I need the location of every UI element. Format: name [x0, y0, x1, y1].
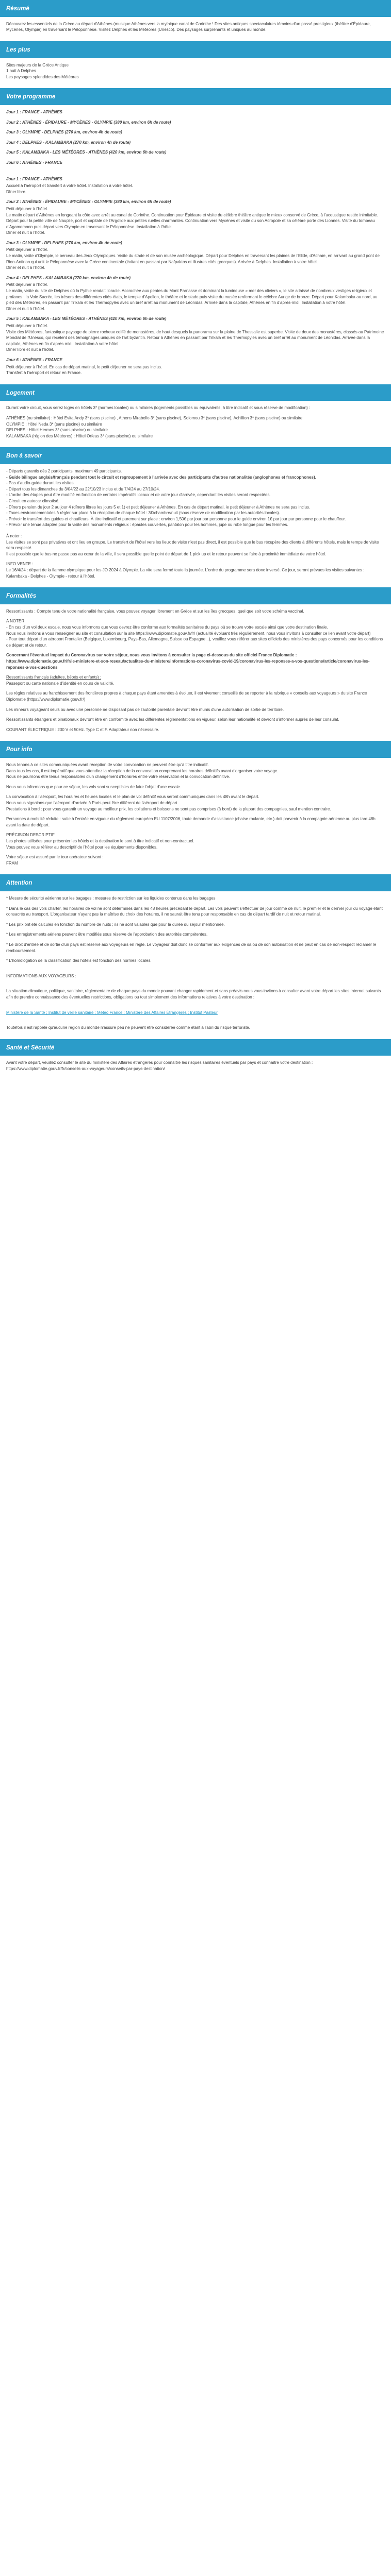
bon-heading: Bon à savoir [0, 447, 391, 464]
day-text: Le matin, visite du site de Delphes où la Pythie rendait l'oracle. Accrochée aux pentes du Mont Parnasse et dominant la lumineuse « mer des oliviers », le site a laissé de nombreux vestiges religieux et profanes : la Voie Sacrée, les trésors des différentes cités-états, le temple d'Apollon, le théâtre et le stade puis visite du musée renfermant le célèbre Aurige de bronze. Départ pour Kalambaka au nord, au pied des Météores, en passant par Trikala et les Thermopyles avec un bref arrêt au monument de Léonidas. Arrivée dans la capitale, Athènes en fin d'après-midi. Installation à votre hôtel. [6, 289, 378, 306]
bon-section [0, 447, 391, 579]
formalites-section [0, 587, 391, 733]
pourinfo-section [0, 741, 391, 866]
attention-links[interactable]: Ministère de la Santé ; Institut de veille sanitaire ; Météo France ; Ministère des Affaires Étrangères ; Institut Pasteur [6, 1010, 218, 1015]
day-text: Petit déjeuner à l'hôtel. En cas de départ matinal, le petit déjeuner ne sera pas inclus. [6, 364, 162, 369]
bon-item: - Dîners pension du jour 2 au jour 4 (dîners libres les jours 5 et 1) et petit déjeuner à Athènes. En cas de départ matinal, le petit déjeuner à Athènes ne sera pas inclus. [6, 504, 311, 510]
bon-item: - Circuit en autocar climatisé. [6, 499, 60, 504]
logement-item: KALAMBAKA (région des Météores) : Hôtel Orfeas 3* (sans piscine) ou similaire [6, 433, 153, 438]
formalites-text: - En cas d'un vol deux escale, nous vous informons que vous devrez être conforme aux formalités sanitaires du pays où se trouve votre escale ainsi que votre destination finale. [6, 625, 328, 630]
plus-item: 1 nuit à Delphes [6, 69, 36, 74]
formalites-text: - Pour tout départ d'un aéroport Frontalier (Belgique, Luxembourg, Pays-Bas, Allemagne, Suisse ou Espagne...), veuillez vous référer aux sites officiels des ministères des pays concernés pour les conditions de départ et de retour. [6, 637, 383, 648]
resume-text: Découvrez les essentiels de la Grèce au départ d'Athènes (musique Athènes vers la mythique canal de Corinthe ! Des sites antiques spectaculaires témoins d'un passé prestigieux (théâtre d'Épidaure, Mycènes, Olympie) en traversant le Péloponnèse. Visitez Delphes et les Météores (Unesco). Des paysages surprenants et uniques au monde. [6, 21, 371, 32]
bon-note: Il est possible que le bus ne passe pas au cœur de la ville, il sera possible que le point de départ de 1 pick up et le retour peuvent se faire à proximité immédiate de votre hôtel. [6, 551, 327, 556]
attention-heading: Attention [0, 874, 391, 891]
day-text: Petit déjeuner à l'hôtel. [6, 324, 48, 329]
formalites-text: Passeport ou carte nationale d'identité en cours de validité. [6, 681, 115, 686]
pourinfo-text: Personnes à mobilité réduite : suite à l'entrée en vigueur du règlement européen EU 1107/2006, toute demande d'assistance (chaise roulante, etc.) doit parvenir à la compagnie aérienne au plus tard 48h avant la date de départ. [6, 817, 376, 827]
attention-section [0, 874, 391, 1030]
day-heading: Jour 4 : DELPHES - KALAMBAKA (270 km, environ 4h de route) [6, 275, 131, 280]
pourinfo-text: Nous ne pourrions être tenus responsables d'un changement d'horaires entre votre réservation et la convocation définitive. [6, 774, 230, 779]
formalites-text: A NOTER [6, 619, 25, 624]
day-heading: Jour 6 : ATHÈNES - FRANCE [6, 357, 62, 362]
logement-item: OLYMPIE : Hôtel Neda 3* (sans piscine) ou similaire [6, 421, 102, 427]
plus-item: Sites majeurs de la Grèce Antique [6, 62, 69, 67]
formalites-text: Les règles relatives au franchissement des frontières propres à chaque pays étant amenées à évoluer, il est vivement conseillé de se reporter à la rubrique « conseils aux voyageurs » du site France Diplomatie (https://www.diplomatie.gouv.fr/) [6, 691, 367, 702]
day-text: Le matin, visite d'Olympie, le berceau des Jeux Olympiques. Visite du stade et de son musée archéologique. Départ pour Delphes en traversant les plaines de l'Elide, d'Achaïe, en arrivant au grand pont de Rion-Antirion qui unit le Péloponnèse avec la Grèce continentale (évitant en passant par Nafpaktos et illustres cités grecques). Arrivée à Delphes. Installation à votre hôtel. [6, 253, 380, 264]
logement-item: ATHÈNES (ou similaire) : Hôtel Evita Andy 3* (sans piscine) , Athens Mirabello 3* (sans piscine), Solomou 3* (sans piscine), Achillion 3* (sans piscine) ou similaire [6, 416, 303, 421]
programme-summary-item: Jour 6 : ATHÈNES - FRANCE [6, 160, 62, 165]
pourinfo-text: PRÉCISION DESCRIPTIF [6, 833, 55, 838]
bon-note: Les visites se sont pas privatives et ont lieu en groupe. Le transfert de l'hôtel vers les lieux de visite n'est pas direct, il est possible que le bus récupère des clients à différents hôtels, mais le temps de visite sera respecté. [6, 539, 379, 551]
bon-item: - Guide bilingue anglais/français pendant tout le circuit et regroupement à l'arrivée avec des participants d'autres nationalités (anglophones et francophones). [6, 474, 316, 480]
logement-item: DELPHES : Hôtel Hermes 3* (sans piscine) ou similaire [6, 428, 108, 433]
pourinfo-text: Les photos utilisées pour présenter les hôtels et la destination le sont à titre indicatif et non-contractuel. [6, 838, 194, 843]
bon-item: - Prévoir le transfert des guides et chauffeurs. À titre indicatif et purement sur place : environ 1,50€ par jour par personne pour le guide environ 1€ par jour par personne pour le chauffeur. [6, 516, 346, 521]
attention-text: * Les enregistrements aériens peuvent être modifiés sous réserve de l'approbation des autorités compétentes. [6, 932, 208, 937]
day-text: Petit déjeuner à l'hôtel. [6, 206, 48, 211]
bon-note: Le 16/4/24 : départ de la flamme olympique pour les JO 2024 à Olympie. La vite sera fermé toute la journée. L'ordre du programme sera donc inversé. Ce jour, seront prévues les visites suivantes : Kalambaka - Delphes - Olympie - retour à l'hôtel. [6, 567, 365, 579]
day-text: Accueil à l'aéroport et transfert à votre hôtel. Installation à votre hôtel. [6, 183, 133, 189]
formalites-text: Ressortissants étrangers et binationaux devront être en conformité avec les différentes réglementations en vigueur, selon leur nationalité et devront s'informer auprès de leur consulat. [6, 717, 339, 722]
day-text: Visite des Météores, fantastique paysage de pierre rocheux coiffé de monastères, de haut desquels la panorama sur la plaine de Thessalie est superbe. Visite de deux des monastères, classés au Patrimoine Mondial de l'Unesco, qui recèlent des témoignages uniques de l'art byzantin. Retour à Athènes en passant par Trikala et les Thermopyles avec un bref arrêt au monument de Léonidas. Arrivée dans la capitale, Athènes en fin d'après-midi. Installation à votre hôtel. [6, 329, 384, 346]
day-text: Petit déjeuner à l'hôtel. [6, 282, 48, 287]
logement-heading: Logement [0, 384, 391, 401]
attention-text: * L'homologation de la classification des hôtels est fonction des normes locales. [6, 958, 152, 963]
resume-heading: Résumé [0, 0, 391, 17]
pourinfo-text: Dans tous les cas, il est impératif que vous attendiez la réception de la convocation comprenant les horaires définitifs avant d'organiser votre voyage. [6, 768, 279, 773]
attention-text: Toutefois il est rappelé qu'aucune région du monde n'assure peu ne peuvent être considérée comme étant à l'abri du risque terroriste. [6, 1025, 250, 1030]
pourinfo-text: Votre séjour est assuré par le tour opérateur suivant : [6, 855, 104, 860]
plus-heading: Les plus [0, 41, 391, 58]
day-text: Dîner libre et nuit à l'hôtel. [6, 347, 54, 352]
plus-item: Les paysages splendides des Météores [6, 74, 79, 79]
pourinfo-text: Prestations à bord : pour vous garantir un voyage au meilleur prix, les collations et boissons ne sont pas comprises (à bord) de la plupart des compagnies, sauf mention contraire. [6, 806, 331, 811]
day-text: Dîner libre. [6, 189, 27, 194]
formalites-text: Nous vous invitons à vous renseigner au site et consultation sur la site https://www.diplomatie.gouv.fr/fr/ (actualité évoluant très régulièrement, nous vous invitons à consulter ce lien avant votre départ) [6, 631, 371, 636]
attention-text: * Dans le cas des vols charter, les horaires de vol ne sont déterminés dans les 48 heures précédant le départ. Les vols peuvent s'effectuer de jour comme de nuit, le premier et le dernier jour du voyage étant consacrés au transport. L'organisateur n'ayant pas la maîtrise du choix des horaires, il ne saurait être tenu pour responsable en cas de départ tardif de nuit et retour matinal. [6, 906, 383, 917]
bon-item: - Départ tous les dimanches du 3/04/22 au 22/10/23 inclus et du 7/4/24 au 27/10/24. [6, 486, 160, 492]
day-text: Dîner et nuit à l'hôtel. [6, 230, 45, 235]
formalites-text: Ressortissants français (adultes, bébés et enfants) : [6, 675, 102, 680]
pourinfo-heading: Pour info [0, 741, 391, 758]
pourinfo-text: Nous tenons à ce sites communiquées avant réception de votre convocation ne peuvent être qu'à titre indicatif. [6, 762, 209, 768]
programme-summary-item: Jour 1 : FRANCE - ATHÈNES [6, 109, 62, 114]
programme-summary-item: Jour 4 : DELPHES - KALAMBAKA (270 km, environ 4h de route) [6, 140, 131, 145]
resume-section [0, 0, 391, 33]
bon-note-heading: À noter : [6, 534, 22, 539]
attention-text: * Mesure de sécurité aérienne sur les bagages : mesures de restriction sur les liquides contenus dans les bagages [6, 896, 216, 901]
pourinfo-operator: FRAM [6, 860, 18, 866]
programme-heading: Votre programme [0, 88, 391, 105]
plus-section [0, 41, 391, 80]
day-heading: Jour 3 : OLYMPIE - DELPHES (270 km, environ 4h de route) [6, 240, 122, 245]
pourinfo-text: Nous vous signalons que l'aéroport d'arrivée à Paris peut être différent de l'aéroport de départ. [6, 800, 178, 805]
programme-summary-item: Jour 5 : KALAMBAKA - LES MÉTÉORES - ATHÈNES (420 km, environ 6h de route) [6, 150, 167, 155]
programme-section [0, 88, 391, 376]
bon-item: - Prévoir une tenue adaptée pour la visite des monuments religieux : épaules couvertes, pantalon pour les hommes, jupe ou robe longue pour les femmes. [6, 522, 288, 528]
day-heading: Jour 5 : KALAMBAKA - LES MÉTÉORES - ATHÈNES (420 km, environ 6h de route) [6, 316, 167, 321]
bon-item: - Pas d'audio-guide durant les visites. [6, 481, 75, 486]
sante-heading: Santé et Sécurité [0, 1039, 391, 1056]
bon-note-heading: INFO VENTE : [6, 562, 34, 567]
attention-text: * Le droit d'entrée et de sortie d'un pays est réservé aux voyageurs en règle. Le voyageur doit donc se conformer aux exigences de sa ou de son autorisation et ne peut en cas de non-respect réclamer le remboursement. [6, 942, 377, 953]
programme-summary-item: Jour 3 : OLYMPIE - DELPHES (270 km, environ 4h de route) [6, 130, 122, 135]
bon-item: - L'ordre des étapes peut être modifié en fonction de certains impératifs locaux et de votre jour d'arrivée, cependant les visites seront respectées. [6, 493, 271, 498]
formalites-text: COURANT ÉLECTRIQUE : 230 V et 50Hz. Type C et F. Adaptateur non nécessaire. [6, 727, 159, 732]
formalites-covid-title: Concernant l'éventuel Impact du Coronavirus sur votre séjour, nous vous invitons à consulter la page ci-dessous du site officiel France Diplomatie : [6, 653, 297, 658]
logement-intro: Durant votre circuit, vous serez logés en hôtels 3* (normes locales) ou similaires (logements possibles ou équivalents, à titre indicatif et sous réserve de modification) : [6, 405, 311, 411]
bon-item: - Départs garantis dès 2 participants, maximum 49 participants. [6, 469, 122, 474]
formalites-covid-link[interactable]: https://www.diplomatie.gouv.fr/fr/le-ministere-et-son-reseau/actualites-du-ministere/informations-coronavirus-covid-19/coronavirus-les-reponses-a-vos-questions/article/coronavirus-les-reponses-a-vos-questions [6, 659, 370, 670]
day-text: Dîner et nuit à l'hôtel. [6, 265, 45, 270]
formalites-text: Ressortissants : Compte tenu de votre nationalité française, vous pouvez voyager librement en Grèce et sur les îles grecques, quel que soit votre schéma vaccinal. [6, 608, 304, 614]
sante-text: Avant votre départ, veuillez consulter le site du ministère des Affaires étrangères pour connaître les risques sanitaires éventuels par pays et connaître votre destination : https://www.diplomatie.gouv.fr/fr/conseils-aux-voyageurs/conseils-par-pays-destination/ [6, 1060, 313, 1071]
programme-summary-item: Jour 2 : ATHÈNES - ÉPIDAURE - MYCÈNES - OLYMPIE (380 km, environ 6h de route) [6, 120, 171, 125]
sante-section [0, 1039, 391, 1072]
day-text: Transfert à l'aéroport et retour en France. [6, 370, 82, 376]
day-text: Dîner et nuit à l'hôtel. [6, 306, 45, 311]
day-text: Petit déjeuner à l'hôtel. [6, 247, 48, 252]
pourinfo-text: Nous vous informons que pour ce séjour, les vols sont susceptibles de faire l'objet d'une escale. [6, 784, 181, 789]
attention-text: * Les prix ont été calculés en fonction du nombre de nuits ; ils ne sont valables que pour la durée du séjour mentionnée. [6, 922, 225, 927]
bon-item: - Taxes environnementales à régler sur place à la réception de chaque hôtel : 3€/chambre/nuit (sous réserve de modification par les autorités locales). [6, 511, 280, 516]
day-heading: Jour 2 : ATHÈNES - ÉPIDAURE - MYCÈNES - OLYMPIE (380 km, environ 6h de route) [6, 199, 171, 205]
logement-section [0, 384, 391, 439]
day-text: Le matin départ d'Athènes en longeant la côte avec arrêt au canal de Corinthe. Continuation pour Épidaure et visite du célèbre théâtre antique le mieux conservé de Grèce, à l'acoustique restée inimitable. Départ pour la petite ville de Nauplie, port et capitale de l'Argolide aux petites ruelles charmantes. Continuation vers Mycènes et visite du son Acropole et sa célèbre porte des Lionnes. Visite du tombeau d'Agamemnon puis départ vers Olympie en traversant le Péloponnèse. Installation à l'hôtel. [6, 212, 378, 229]
pourinfo-text: Vous pouvez vous référer au descriptif de l'hôtel pour les équipements disponibles. [6, 844, 158, 850]
formalites-text: Les mineurs voyageant seuls ou avec une personne ne disposant pas de l'autorité parentale devront être munis d'une autorisation de sortie de territoire. [6, 707, 284, 712]
formalites-heading: Formalités [0, 587, 391, 604]
attention-subtitle: INFORMATIONS AUX VOYAGEURS : [6, 973, 76, 978]
day-heading: Jour 1 : FRANCE - ATHÈNES [6, 176, 62, 181]
attention-text: La situation climatique, politique, sanitaire, réglementaire de chaque pays du monde pouvant changer rapidement et sans préavis nous vous invitons à consulter avant votre départ les sites Internet suivants afin de prendre connaissance des éventuelles restrictions, obligations ou tout simplement des informations relatives à votre destination : [6, 989, 381, 999]
pourinfo-text: La convocation à l'aéroport, les horaires et heures locales et le plan de vol définitif vous seront communiqués dans les 48h avant le départ. [6, 794, 259, 800]
